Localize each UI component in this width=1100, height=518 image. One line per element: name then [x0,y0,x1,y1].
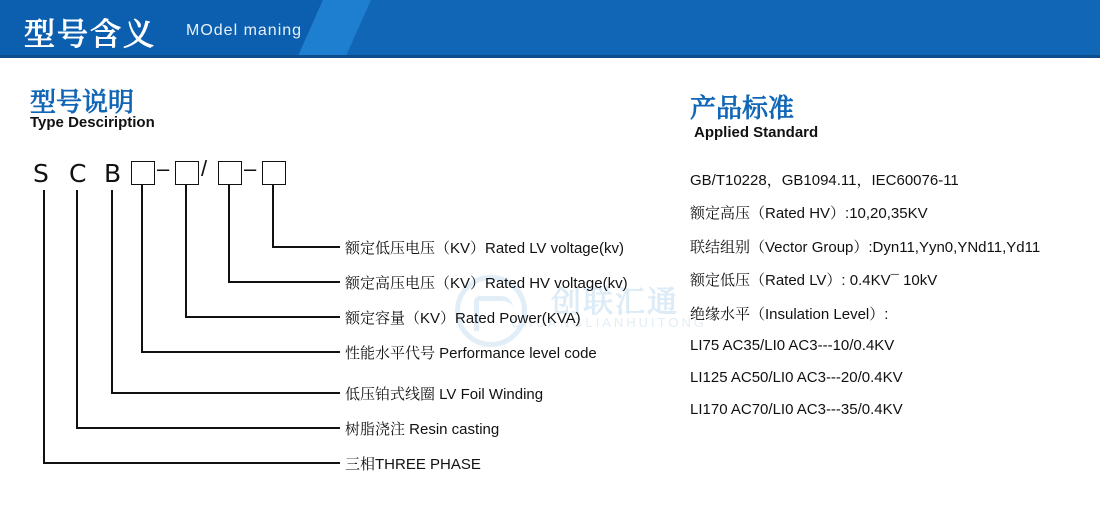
page-header [0,0,1100,58]
standard-line-5: 绝缘水平（Insulation Level）: [690,306,889,323]
standard-line-4: 额定低压（Rated LV）: 0.4KV¯ 10kV [690,272,938,289]
leader-line-foil-horizontal [111,392,340,394]
leader-line-phase-horizontal [43,462,340,464]
standard-line-6: LI75 AC35/LI0 AC3---10/0.4KV [690,337,895,354]
right-section-title-cn: 产品标准 [690,94,795,124]
standard-line-2: 额定高压（Rated HV）:10,20,35KV [690,205,928,222]
leader-label-hv-voltage: 额定高压电压（KV）Rated HV voltage(kv) [345,275,628,292]
watermark-subtext: CHUANGLIANHUITONG [511,315,707,330]
code-slash: / [201,156,208,181]
leader-line-hv-horizontal [228,281,340,283]
leader-label-foil-winding: 低压铂式线圈 LV Foil Winding [345,386,544,403]
code-letter-b: B [104,159,122,188]
standard-line-7: LI125 AC50/LI0 AC3---20/0.4KV [690,369,903,386]
code-box-hv [218,161,242,185]
leader-line-performance-horizontal [141,351,340,353]
code-box-performance [131,161,155,185]
standard-line-1: GB/T10228，GB1094.11，IEC60076-11 [690,172,959,189]
leader-line-resin-vertical [76,190,78,428]
leader-label-resin-casting: 树脂浇注 Resin casting [345,421,500,438]
right-section-title-en: Applied Standard [694,124,819,141]
code-box-lv [262,161,286,185]
leader-line-lv-horizontal [272,246,340,248]
leader-line-resin-horizontal [76,427,340,429]
leader-label-performance-level: 性能水平代号 Performance level code [345,345,597,362]
header-title-en: MOdel maning [186,22,303,39]
leader-label-three-phase: 三相THREE PHASE [345,456,481,473]
code-dash-2: – [244,156,257,181]
leader-line-phase-vertical [43,190,45,463]
left-section-title-cn: 型号说明 [30,88,135,118]
watermark-text: 创联汇通 [551,285,679,320]
leader-line-hv-vertical [228,184,230,282]
leader-line-lv-vertical [272,184,274,247]
code-dash-1: – [157,156,170,181]
code-letter-s: S [33,159,49,188]
standard-line-3: 联结组别（Vector Group）:Dyn11,Yyn0,YNd11,Yd11 [690,239,1041,256]
leader-line-foil-vertical [111,190,113,393]
header-underline [0,55,1100,58]
header-title-cn: 型号含义 [24,17,156,53]
leader-label-lv-voltage: 额定低压电压（KV）Rated LV voltage(kv) [345,240,624,257]
code-letter-c: C [69,159,87,188]
left-section-title-en: Type Desciription [30,114,155,131]
code-box-power [175,161,199,185]
leader-line-power-horizontal [185,316,340,318]
standard-line-8: LI170 AC70/LI0 AC3---35/0.4KV [690,401,903,418]
leader-line-performance-vertical [141,184,143,352]
leader-label-rated-power: 额定容量（KV）Rated Power(KVA) [345,310,581,327]
leader-line-power-vertical [185,184,187,317]
